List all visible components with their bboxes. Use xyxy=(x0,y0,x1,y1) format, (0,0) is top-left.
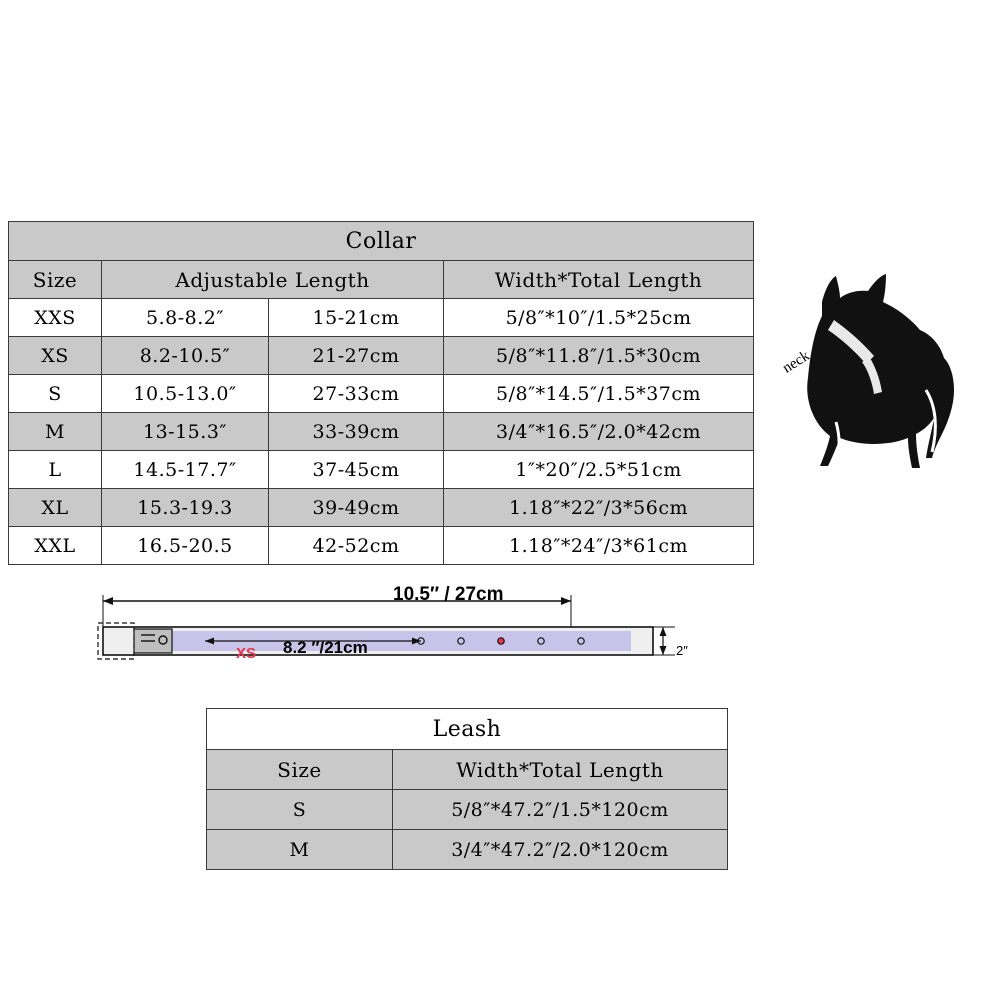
leash-table-title-row xyxy=(207,709,728,750)
leash-header-size: Size xyxy=(207,750,393,790)
cell-width-total: 1″*20″/2.5*51cm xyxy=(444,451,754,489)
cell-adj-cm: 27-33cm xyxy=(269,375,444,413)
cell-adj-in: 15.3-19.3 xyxy=(102,489,269,527)
collar-table-title-row xyxy=(9,222,754,261)
cell-size: XXL xyxy=(9,527,102,565)
cell-width-total: 5/8″*10″/1.5*25cm xyxy=(444,299,754,337)
cell-width-total: 5/8″*14.5″/1.5*37cm xyxy=(444,375,754,413)
size-marker-xs: XS xyxy=(236,645,257,662)
cell-size: M xyxy=(207,830,393,870)
collar-table-title: Collar xyxy=(9,222,754,261)
cell-adj-cm: 21-27cm xyxy=(269,337,444,375)
adjustable-length-label: 8.2 ″/21cm xyxy=(283,638,368,657)
cell-adj-cm: 33-39cm xyxy=(269,413,444,451)
cell-size: XL xyxy=(9,489,102,527)
cell-size: S xyxy=(207,790,393,830)
cell-adj-cm: 15-21cm xyxy=(269,299,444,337)
cell-adj-cm: 42-52cm xyxy=(269,527,444,565)
cell-adj-cm: 37-45cm xyxy=(269,451,444,489)
cell-width-total: 5/8″*47.2″/1.5*120cm xyxy=(393,790,728,830)
table-row xyxy=(207,790,728,830)
collar-header-size: Size xyxy=(9,261,102,299)
collar-header-adjustable-length: Adjustable Length xyxy=(102,261,444,299)
table-row xyxy=(9,299,754,337)
collar-size-table xyxy=(8,221,754,565)
cell-adj-in: 14.5-17.7″ xyxy=(102,451,269,489)
table-row xyxy=(9,527,754,565)
strap-width-label: 2″ xyxy=(676,643,688,658)
leash-table-header-row xyxy=(207,750,728,790)
leash-header-width-total-length: Width*Total Length xyxy=(393,750,728,790)
cell-size: M xyxy=(9,413,102,451)
table-row xyxy=(9,489,754,527)
leash-size-table xyxy=(206,708,728,870)
table-row xyxy=(9,413,754,451)
table-row xyxy=(9,375,754,413)
cell-width-total: 1.18″*24″/3*61cm xyxy=(444,527,754,565)
cell-size: XXS xyxy=(9,299,102,337)
leash-table-title: Leash xyxy=(207,709,728,750)
cell-width-total: 1.18″*22″/3*56cm xyxy=(444,489,754,527)
cell-adj-in: 16.5-20.5 xyxy=(102,527,269,565)
collar-table-header-row xyxy=(9,261,754,299)
neck-label: neck xyxy=(780,347,813,377)
strap-hole-highlight xyxy=(498,638,504,644)
cell-adj-in: 8.2-10.5″ xyxy=(102,337,269,375)
cell-adj-in: 13-15.3″ xyxy=(102,413,269,451)
total-length-label: 10.5″ / 27cm xyxy=(393,584,504,605)
table-row xyxy=(207,830,728,870)
cell-adj-in: 10.5-13.0″ xyxy=(102,375,269,413)
table-row xyxy=(9,451,754,489)
table-row xyxy=(9,337,754,375)
dog-silhouette-icon xyxy=(770,272,980,502)
collar-header-width-total-length: Width*Total Length xyxy=(444,261,754,299)
cell-width-total: 5/8″*11.8″/1.5*30cm xyxy=(444,337,754,375)
cell-width-total: 3/4″*47.2″/2.0*120cm xyxy=(393,830,728,870)
cell-adj-in: 5.8-8.2″ xyxy=(102,299,269,337)
cell-width-total: 3/4″*16.5″/2.0*42cm xyxy=(444,413,754,451)
cell-size: L xyxy=(9,451,102,489)
cell-size: XS xyxy=(9,337,102,375)
cell-adj-cm: 39-49cm xyxy=(269,489,444,527)
cell-size: S xyxy=(9,375,102,413)
